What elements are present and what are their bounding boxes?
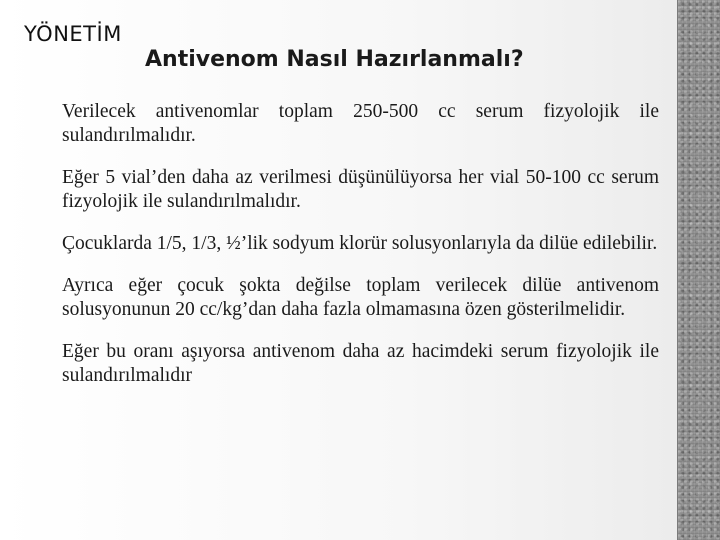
slide-title: Antivenom Nasıl Hazırlanmalı? <box>145 47 524 72</box>
paragraph-5: Eğer bu oranı aşıyorsa antivenom daha az hacimdeki serum fizyolojik ile sulandırılmalıdır <box>62 341 659 386</box>
decorative-texture-strip <box>677 0 720 540</box>
paragraph-4: Ayrıca eğer çocuk şokta değilse toplam verilecek dilüe antivenom solusyonunun 20 cc/kg’dan daha fazla olmamasına özen gösterilmelidir. <box>62 275 659 320</box>
paragraph-3: Çocuklarda 1/5, 1/3, ½’lik sodyum klorür solusyonlarıyla da dilüe edilebilir. <box>62 233 658 254</box>
slide-body <box>62 100 659 406</box>
section-label: YÖNETİM <box>24 22 122 46</box>
paragraph-1: Verilecek antivenomlar toplam 250-500 cc serum fizyolojik ile sulandırılmalıdır. <box>62 101 659 146</box>
paragraph-2: Eğer 5 vial’den daha az verilmesi düşünülüyorsa her vial 50-100 cc serum fizyolojik ile sulandırılmalıdır. <box>62 167 659 212</box>
